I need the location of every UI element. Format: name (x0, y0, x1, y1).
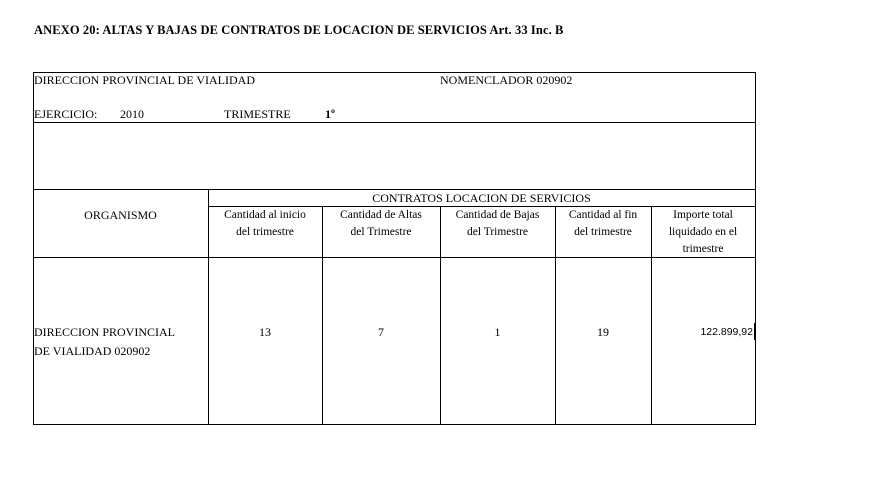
document-title: ANEXO 20: ALTAS Y BAJAS DE CONTRATOS DE LOCACION DE SERVICIOS Art. 33 Inc. B (34, 23, 564, 37)
cell-importe[interactable]: 122.899,92 (700, 326, 753, 338)
column-header-altas: Cantidad de Altas del Trimestre (340, 209, 422, 238)
cell-altas: 7 (378, 325, 384, 339)
column-header-bajas: Cantidad de Bajas del Trimestre (455, 209, 540, 238)
table-row-organismo: DIRECCION PROVINCIAL DE VIALIDAD 020902 (34, 325, 175, 358)
organismo-header: ORGANISMO (84, 208, 157, 222)
column-header-inicio: Cantidad al inicio del trimestre (224, 209, 306, 238)
cell-bajas: 1 (494, 325, 501, 339)
text-cursor (754, 323, 756, 340)
cell-inicio: 13 (259, 325, 271, 339)
nomenclador: NOMENCLADOR 020902 (440, 73, 573, 87)
trimestre-value: 1º (325, 107, 335, 121)
organismo-name: DIRECCION PROVINCIAL DE VIALIDAD (34, 73, 255, 87)
ejercicio-value: 2010 (120, 107, 144, 121)
column-header-importe: Importe total liquidado en el trimestre (668, 209, 738, 255)
column-header-fin: Cantidad al fin del trimestre (568, 209, 638, 238)
trimestre-label: TRIMESTRE (224, 107, 291, 121)
ejercicio-label: EJERCICIO: (34, 107, 98, 121)
group-header: CONTRATOS LOCACION DE SERVICIOS (372, 191, 591, 205)
cell-fin: 19 (597, 325, 609, 339)
